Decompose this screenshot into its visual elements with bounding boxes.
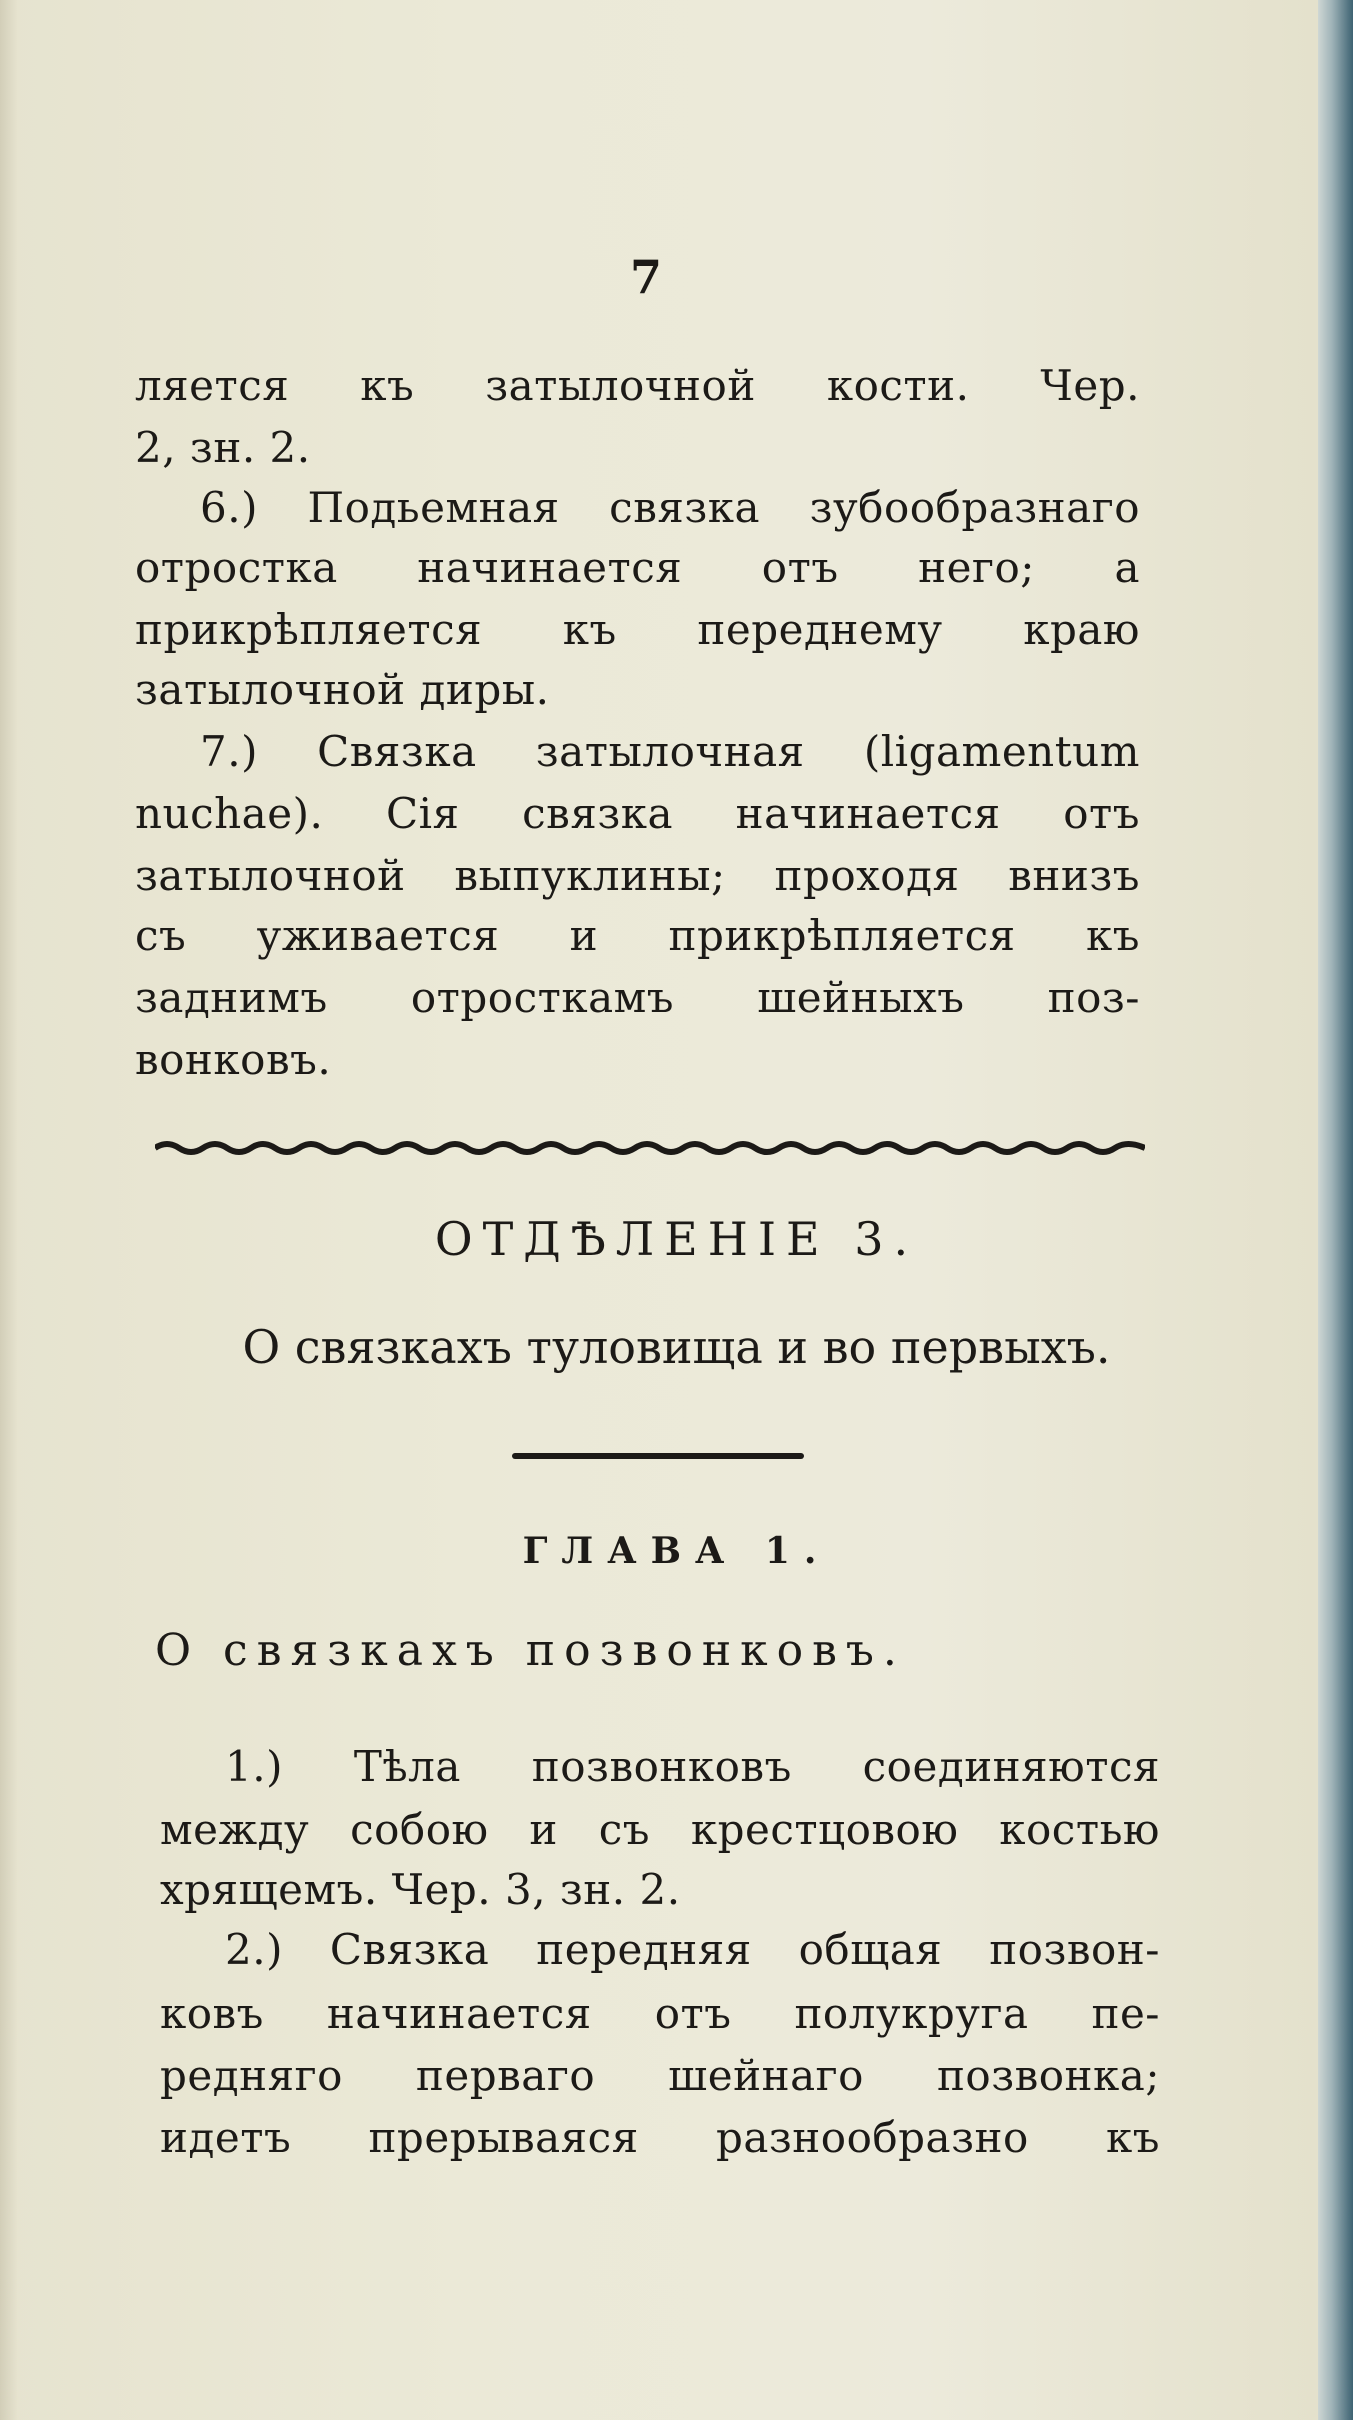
ornamental-divider (155, 1140, 1145, 1156)
section-title: ОТДѢЛЕНІЕ 3. (434, 1212, 919, 1266)
text-line: 1.) Тѣла позвонковъ соединяются (225, 1742, 1160, 1791)
text-line: заднимъ отросткамъ шейныхъ поз- (135, 973, 1140, 1022)
book-binding-edge (1318, 0, 1353, 2420)
text-line: 2.) Связка передняя общая позвон- (225, 1925, 1160, 1974)
chapter-heading: О связкахъ позвонковъ. (155, 1625, 906, 1676)
text-line: хрящемъ. Чер. 3, зн. 2. (160, 1865, 681, 1914)
text-line: редняго перваго шейнаго позвонка; (160, 2051, 1160, 2100)
section-subtitle: О связкахъ туловища и во первыхъ. (242, 1320, 1111, 1374)
page-shadow (0, 0, 18, 2420)
text-line: 2, зн. 2. (135, 423, 311, 472)
text-line: затылочной диры. (135, 665, 550, 714)
chapter-label: ГЛАВА 1. (522, 1530, 831, 1572)
text-line: nuchae). Сія связка начинается отъ (135, 789, 1140, 838)
text-line: ляется къ затылочной кости. Чер. (135, 361, 1140, 410)
text-line: прикрѣпляется къ переднему краю (135, 605, 1140, 654)
short-rule-divider (512, 1453, 804, 1459)
text-line: 6.) Подьемная связка зубообразнаго (200, 483, 1140, 532)
text-line: 7.) Связка затылочная (ligamentum (200, 727, 1140, 776)
text-line: вонковъ. (135, 1035, 332, 1084)
text-line: отростка начинается отъ него; а (135, 543, 1140, 592)
page-number: 7 (630, 250, 663, 304)
text-line: съ уживается и прикрѣпляется къ (135, 911, 1140, 960)
text-line: между собою и съ крестцовою костью (160, 1805, 1160, 1854)
text-line: затылочной выпуклины; проходя внизъ (135, 851, 1140, 900)
text-line: идетъ прерываяся разнообразно къ (160, 2113, 1160, 2162)
text-line: ковъ начинается отъ полукруга пе- (160, 1989, 1160, 2038)
